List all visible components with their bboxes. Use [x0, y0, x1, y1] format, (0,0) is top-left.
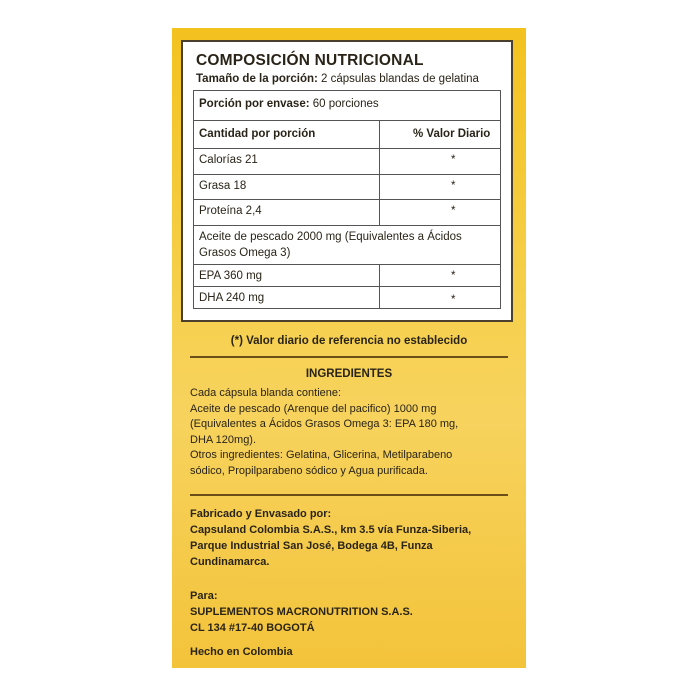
serving-size-label: Tamaño de la porción:: [196, 73, 318, 85]
row-label: DHA 240 mg: [199, 292, 265, 304]
table-row: [193, 264, 501, 286]
ingredients-line: DHA 120mg).: [190, 433, 257, 446]
daily-value-note: (*) Valor diario de referencia no establecido: [230, 335, 468, 347]
ingredients-line: (Equivalentes a Ácidos Grasos Omega 3: EPA 180 mg,: [190, 418, 459, 430]
row-dv: *: [451, 180, 456, 192]
row-dv: *: [451, 294, 456, 306]
row-dv: *: [451, 270, 456, 282]
nutrition-facts-box: [181, 40, 513, 322]
table-row: [193, 174, 501, 199]
ingredients-line: Otros ingredientes: Gelatina, Glicerina, Metilparabeno: [190, 449, 453, 461]
ingredients-line: sódico, Propilparabeno sódico y Agua purificada.: [190, 464, 428, 477]
serving-size: [196, 73, 479, 85]
servings-per-container-label: Porción por envase:: [199, 98, 310, 110]
row-label: EPA 360 mg: [199, 270, 263, 282]
servings-per-container-row: [193, 90, 501, 120]
country-of-origin: Hecho en Colombia: [190, 646, 293, 658]
nutrition-title: COMPOSICIÓN NUTRICIONAL: [196, 52, 424, 69]
row-label: Proteína 2,4: [199, 205, 262, 217]
distributor-line: SUPLEMENTOS MACRONUTRITION S.A.S.: [190, 606, 413, 618]
manufacturer-info: [190, 506, 510, 660]
ingredients-title: INGREDIENTES: [305, 368, 393, 380]
divider: [190, 494, 508, 496]
manufacturer-line: Capsuland Colombia S.A.S., km 3.5 vía Funza-Siberia,: [190, 524, 472, 536]
serving-size-value: 2 cápsulas blandas de gelatina: [321, 73, 479, 85]
table-header-row: [193, 120, 501, 148]
manufacturer-line: Parque Industrial San José, Bodega 4B, Funza: [190, 540, 433, 552]
table-row: [193, 199, 501, 225]
row-label-continued: Grasos Omega 3): [199, 247, 291, 259]
row-dv: *: [451, 205, 456, 217]
column-divider: [379, 264, 380, 308]
ingredients-line: Aceite de pescado (Arenque del pacifico) 1000 mg: [190, 402, 437, 415]
row-label: Calorías 21: [199, 154, 258, 166]
column-divider: [379, 120, 380, 225]
table-row: [193, 286, 501, 308]
supplement-label: [172, 28, 526, 668]
manufacturer-line: Cundinamarca.: [190, 556, 270, 568]
distributor-label: Para:: [190, 590, 218, 602]
table-right-border: [500, 90, 501, 308]
table-bottom-border: [193, 308, 501, 309]
row-label: Grasa 18: [199, 180, 247, 192]
row-label: Aceite de pescado 2000 mg (Equivalentes a Ácidos: [199, 231, 462, 243]
table-row-fish-oil: [193, 225, 501, 264]
ingredients-text: [190, 386, 510, 479]
column-amount-header: Cantidad por porción: [199, 128, 316, 140]
servings-per-container-value: 60 porciones: [312, 98, 379, 110]
table-row: [193, 148, 501, 174]
column-dv-header: % Valor Diario: [413, 128, 491, 140]
ingredients-line: Cada cápsula blanda contiene:: [190, 387, 342, 399]
manufacturer-line: Fabricado y Envasado por:: [190, 508, 332, 520]
divider: [190, 356, 508, 358]
distributor-line: CL 134 #17-40 BOGOTÁ: [190, 622, 315, 634]
table-left-border: [193, 90, 194, 308]
row-dv: *: [451, 154, 456, 166]
